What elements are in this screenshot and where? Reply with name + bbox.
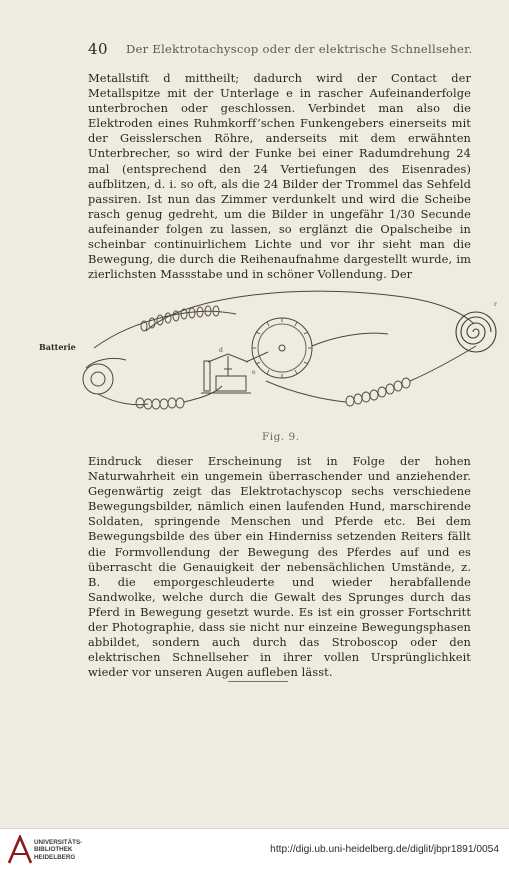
page-header — [88, 40, 473, 58]
interrupter-base — [216, 376, 246, 391]
library-line-1: UNIVERSITÄTS- — [34, 839, 83, 846]
upper-coil — [141, 306, 219, 331]
battery-coil-inner — [91, 372, 105, 386]
end-rule — [228, 681, 288, 682]
paragraph-2: Eindruck dieser Erscheinung ist in Folge der hohen Naturwahrheit ein ungemein überraschender und anziehender. Gegenwärtig zeigt das Elektrotachyscop sechs verschiedene Bewegungsbilder, nämlich einen laufenden Hund, marschirende Soldaten, springende Menschen und Pferde etc. Bei dem Bewegungsbilde des über ein Hinderniss setzenden Reiters fällt die Formvollendung der Bewegung des Pferdes auf und es überrascht die Genauigkeit der nebensächlichen Umstände, z. B. die emporgeschleuderte und wieder herabfallende Sandwolke, welche durch die Gewalt des Sprunges durch das Pferd in Bewegung gesetzt wurde. Es ist ein grosser Fortschritt der Photographie, dass sie nicht nur einzeine Bewegungsphasen abbildet, sondern auch durch das Stroboscop oder den elektrischen Schnellseher in ihrer vollen Ursprünglichkeit wieder vor unseren Augen aufleben lässt. — [88, 454, 471, 680]
source-url-link[interactable]: http://digi.ub.uni-heidelberg.de/diglit/jbpr1891/0054 — [270, 844, 499, 855]
right-coil — [346, 378, 410, 406]
battery-label: Batterie — [39, 342, 76, 352]
library-line-3: HEIDELBERG — [34, 853, 76, 861]
paragraph-1: Metallstift d mittheilt; dadurch wird der Contact der Metallspitze mit der Unterlage e in rascher Aufeinanderfolge unterbrochen oder geschlossen. Verbindet man also die Elektroden eines Ruhmkorff’schen Funkengebers einerseits mit der Geisslerschen Röhre, anderseits mit dem erwähnten Unterbrecher, so wird der Funke bei einer Radumdrehung 24 mal (entsprechend den 24 Vertiefungen des Eisenrades) aufblitzen, d. i. so oft, als die 24 Bilder der Trommel das Sehfeld passiren. Ist nun das Zimmer verdunkelt und wird die Scheibe rasch genug gedreht, um die Bilder in ungefähr 1/30 Secunde aufeinander folgen zu lassen, so erglänzt die Opalscheibe in scheinbar continuirlichem Lichte und vor ihr sieht man die Bewegung, die durch die Reihenaufnahme dargestellt wurde, im zierlichsten Massstabe und in schöner Vollendung. Der — [88, 71, 471, 282]
library-line-2: BIBLIOTHEK — [34, 846, 73, 854]
wheel-inner — [258, 324, 306, 372]
library-name — [34, 839, 82, 861]
footer-bar — [0, 828, 509, 872]
letter-d: d — [219, 347, 223, 354]
figure-9 — [36, 276, 506, 443]
figure-caption: Fig. 9. — [262, 431, 300, 443]
electrotachyscope-diagram — [36, 276, 506, 424]
letter-r: r — [494, 301, 497, 308]
university-logo-icon — [7, 835, 33, 865]
battery-coil-outer — [83, 364, 113, 394]
wheel-outer — [252, 318, 312, 378]
interrupter-post — [204, 361, 210, 391]
page-number: 40 — [88, 40, 109, 58]
lower-coil — [136, 398, 184, 409]
running-title: Der Elektrotachyscop oder der elektrische Schnellseher. — [126, 42, 473, 56]
letter-e: e — [252, 369, 256, 376]
